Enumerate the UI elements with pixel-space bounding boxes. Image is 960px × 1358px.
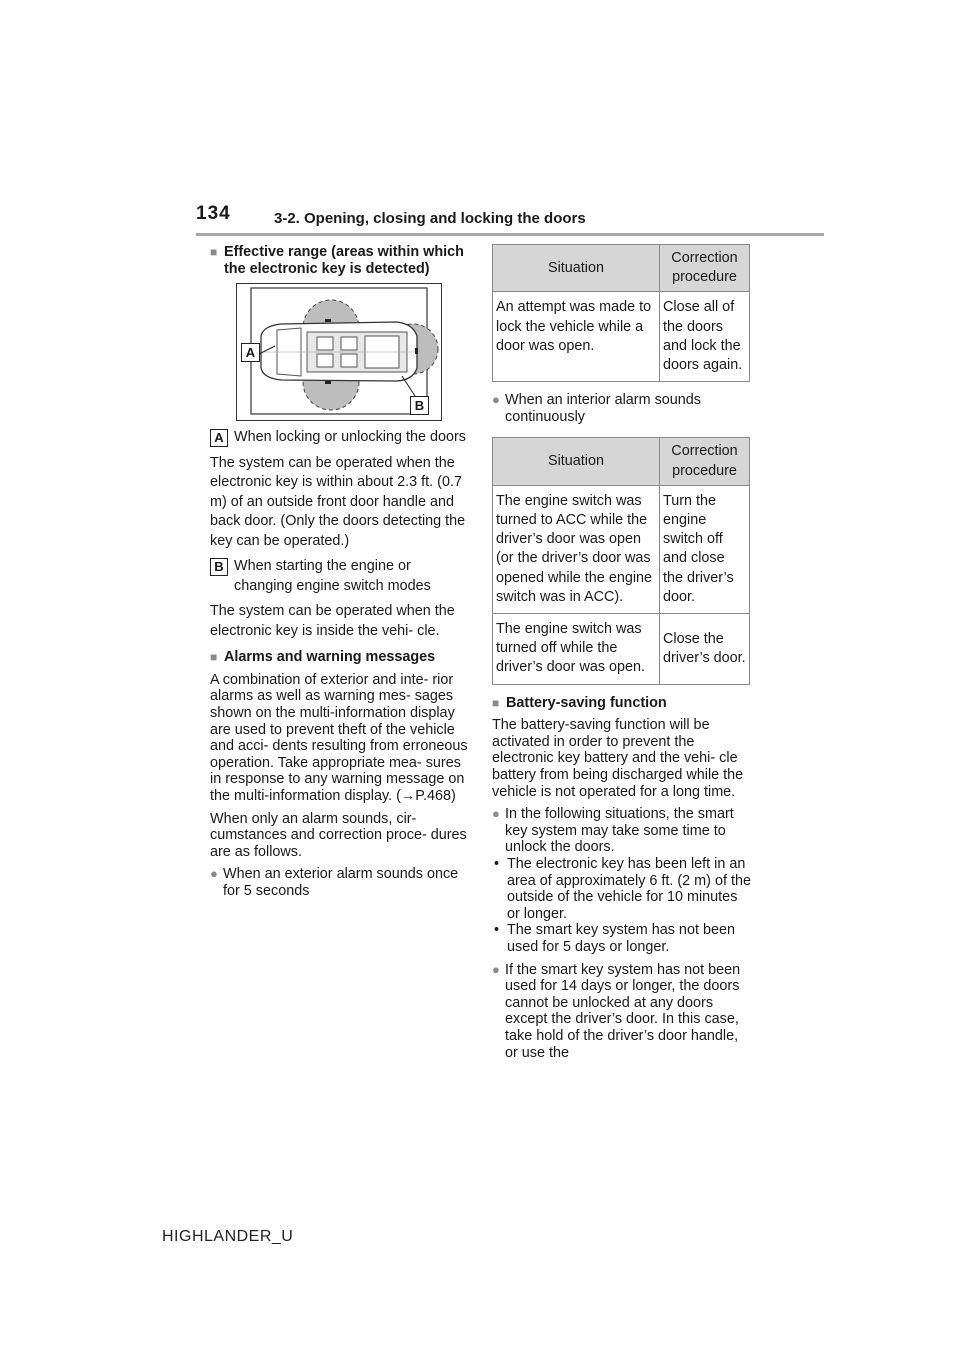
bullet-situations: ● In the following situations, the smart key system may take some time to unlock the doors. — [492, 806, 734, 856]
round-bullet-icon: ● — [492, 392, 500, 408]
table-row: An attempt was made to lock the vehicle while a door was open. Close all of the doors and lock the doors again. — [493, 292, 750, 382]
label-a-badge: A — [210, 429, 228, 447]
interior-alarm-table — [492, 437, 750, 684]
square-bullet-icon: ■ — [210, 245, 218, 259]
table-header: Correction procedure — [660, 245, 750, 292]
table-header: Correction procedure — [660, 438, 750, 485]
key-range-diagram — [236, 283, 442, 421]
square-bullet-icon: ■ — [492, 695, 500, 710]
left-column — [210, 244, 468, 906]
figure-label-b: B — [410, 396, 429, 415]
alarms-paragraph-2: When only an alarm sounds, cir- cumstances and correction proce- dures are as follows. — [210, 810, 467, 860]
dash-bullet-icon: • — [494, 922, 500, 939]
dash-bullet-icon: • — [494, 855, 500, 872]
round-bullet-icon: ● — [492, 961, 500, 977]
square-bullet-icon: ■ — [210, 650, 218, 665]
effective-range-heading: ■ Effective range (areas within which the electronic key is detected) — [210, 244, 464, 277]
page-number: 134 — [196, 203, 231, 224]
header-rule — [196, 233, 824, 236]
section-title: 3-2. Opening, closing and locking the doors — [274, 210, 586, 227]
round-bullet-icon: ● — [210, 866, 218, 882]
sub-item-key-left: • The electronic key has been left in an area of approximately 6 ft. (2 m) of the outside of the vehicle for 10 minutes or longer. — [494, 855, 751, 922]
figure-label-a: A — [241, 343, 260, 362]
battery-saving-paragraph: The battery-saving function will be activated in order to prevent the electronic key battery and the vehi- cle battery from being discharged while the vehicle is not operated for a long time. — [492, 717, 744, 800]
bullet-14-days: ● If the smart key system has not been used for 14 days or longer, the doors cannot be unlocked at any doors except the driver’s door. In this case, take hold of the driver’s door handle, or use the — [492, 961, 741, 1061]
item-a-description: The system can be operated when the electronic key is within about 2.3 ft. (0.7 m) of an outside front door handle and back door. (Only the doors detecting the key can be operated.) — [210, 454, 466, 549]
exterior-alarm-table — [492, 244, 750, 382]
round-bullet-icon: ● — [492, 806, 500, 822]
item-b-description: The system can be operated when the electronic key is inside the vehi- cle. — [210, 603, 455, 639]
label-b-badge: B — [210, 558, 228, 576]
right-column — [492, 244, 754, 1067]
item-a: A When locking or unlocking the doors — [210, 428, 468, 448]
item-b: B When starting the engine or changing engine switch modes — [210, 557, 468, 596]
bullet-interior-alarm: ● When an interior alarm sounds continuously — [492, 392, 701, 425]
battery-saving-heading: ■ Battery-saving function — [492, 694, 667, 711]
footer-model: HIGHLANDER_U — [162, 1228, 294, 1245]
alarms-heading: ■ Alarms and warning messages — [210, 649, 436, 666]
table-header: Situation — [493, 438, 660, 485]
alarms-paragraph-1: A combination of exterior and inte- rior alarms as well as warning mes- sages shown on the multi-information display are used to prevent theft of the vehicle and acci- dents resulting from erroneous operation. Take appropriate mea- sures in response to any warning message on the multi-information display. (→P.468) — [210, 671, 468, 804]
table-row: The engine switch was turned to ACC while the driver’s door was open (or the driver’s door was opened while the engine switch was in ACC). Turn the engine switch off and close the driver’s door. — [493, 485, 750, 613]
bullet-exterior-alarm: ● When an exterior alarm sounds once for 5 seconds — [210, 866, 459, 899]
table-header: Situation — [493, 245, 660, 292]
table-row: The engine switch was turned off while the driver’s door was open. Close the driver’s door. — [493, 614, 750, 685]
sub-item-not-used: • The smart key system has not been used for 5 days or longer. — [494, 922, 735, 955]
